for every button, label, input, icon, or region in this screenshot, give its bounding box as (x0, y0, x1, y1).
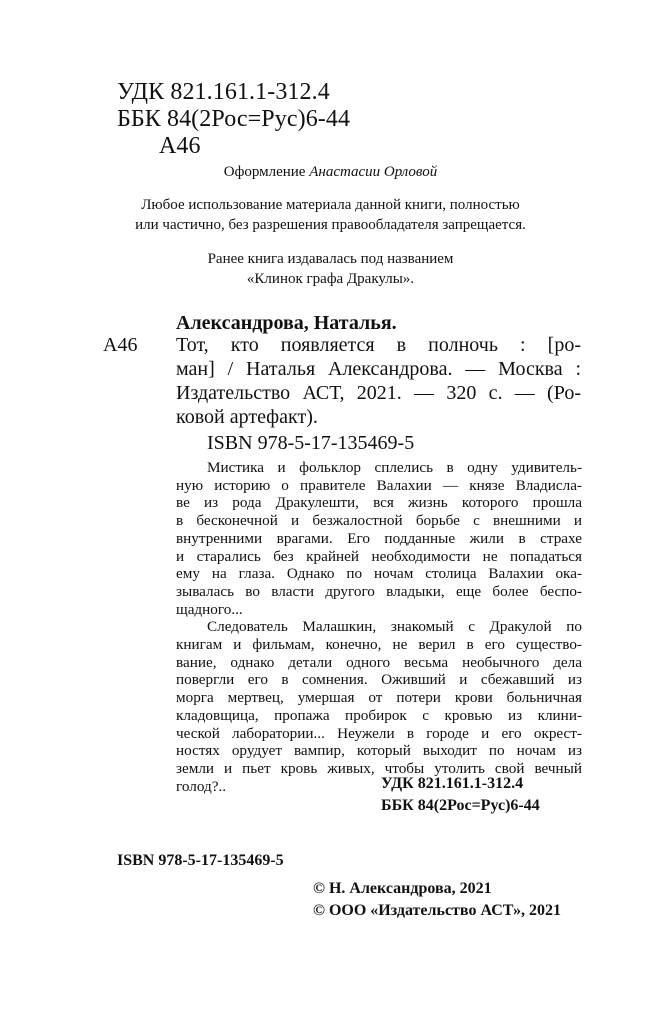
author-mark: А46 (159, 133, 201, 159)
copyright-author: © Н. Александрова, 2021 (313, 880, 492, 897)
notice-line: или частично, без разрешения правообладателя запрещается. (135, 217, 526, 233)
catalog-author-mark: А46 (103, 334, 138, 356)
annotation-line: ностях орудует вампир, который выходит по ночам из (176, 742, 582, 760)
bibliographic-description (176, 333, 581, 429)
previous-title-line: Ранее книга издавалась под названием (207, 251, 454, 267)
classification-block (117, 79, 350, 160)
annotation-line: морга мертвец, умершая от потери крови больничная (176, 689, 582, 707)
udk-code: УДК 821.161.1-312.4 (117, 79, 330, 105)
description-line: Издательство АСТ, 2021. — 320 с. — (Ро- (176, 382, 581, 404)
annotation-line: вание, однако детали одного весьма необычного дела (176, 653, 582, 671)
description-line: ковой артефакт). (176, 406, 318, 428)
annotation-line: в бесконечной и безжалостной борьбе с внешними и (176, 512, 582, 530)
annotation-line: Следователь Малашкин, знакомый с Дракулой по (207, 618, 582, 636)
annotation-line: и старались без крайней необходимости не попадаться (176, 547, 582, 565)
annotation-line: ему на глаза. Однако по ночам столица Валахии ока- (176, 565, 582, 583)
notice-line: Любое использование материала данной книги, полностью (141, 197, 520, 213)
footer-udk: УДК 821.161.1-312.4 (381, 775, 524, 792)
annotation-line: зывалась во власти другого владыки, еще более беспо- (176, 582, 582, 600)
annotation-line: ве из рода Дракулешти, вся жизнь которого прошла (176, 494, 582, 512)
copyright-publisher: © ООО «Издательство АСТ», 2021 (313, 902, 562, 919)
annotation-line: щадного... (176, 600, 243, 618)
footer-bbk: ББК 84(2Рос=Рус)6-44 (381, 797, 540, 814)
previous-title-line: «Клинок графа Дракулы». (246, 271, 415, 287)
footer-classification (381, 773, 540, 817)
bbk-code: ББК 84(2Рос=Рус)6-44 (117, 106, 351, 132)
copyright-block (313, 878, 561, 922)
annotation (176, 459, 582, 795)
annotation-line: ческой лаборатории... Неужели в городе и его окрест- (176, 724, 582, 742)
previous-title-note (0, 249, 661, 289)
design-label: Оформление (223, 164, 310, 180)
annotation-line: Мистика и фольклор сплелись в одну удивитель- (207, 459, 582, 476)
annotation-line: книгам и фильмам, конечно, не верил в его существо- (176, 636, 582, 654)
catalog-author: Александрова, Наталья. (176, 312, 397, 334)
description-line: Тот, кто появляется в полночь : [ро- (176, 334, 581, 356)
catalog-isbn: ISBN 978-5-17-135469-5 (207, 432, 415, 454)
annotation-line: повергли его в сомнения. Оживший и сбежавший из (176, 671, 582, 689)
description-line: ман] / Наталья Александрова. — Москва : (176, 358, 581, 380)
designer-name: Анастасии Орловой (309, 164, 438, 180)
annotation-line: кладовщица, пропажа пробирок с кровью из клини- (176, 706, 582, 724)
annotation-line: голод?.. (176, 777, 227, 795)
copyright-notice (0, 195, 661, 235)
annotation-line: ную историю о правителе Валахии — князе Владисла- (176, 476, 582, 494)
annotation-line: земли и пьет кровь живых, чтобы утолить свой вечный (176, 759, 582, 777)
design-credit (0, 163, 661, 182)
annotation-line: внутренними врагами. Его подданные жили в страхе (176, 529, 582, 547)
footer-isbn: ISBN 978-5-17-135469-5 (117, 852, 284, 869)
